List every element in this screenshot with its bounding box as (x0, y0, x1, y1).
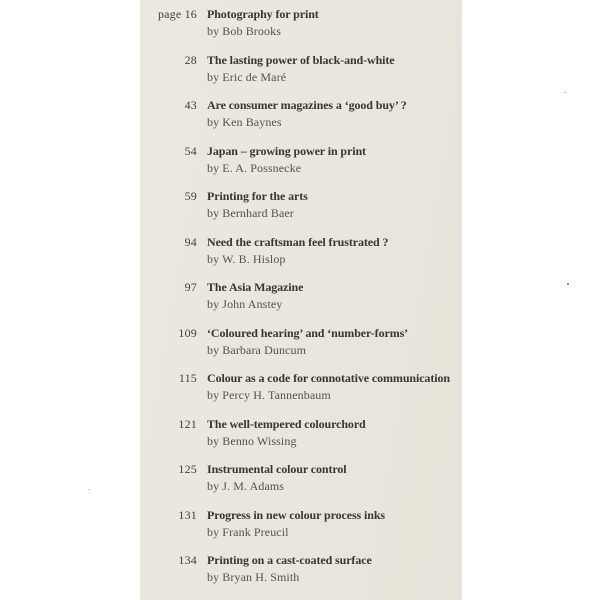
toc-page-number: 94 (184, 234, 197, 249)
toc-entry-text (207, 279, 462, 313)
toc-entry (140, 461, 462, 495)
toc-entry-text (207, 325, 462, 359)
toc-entry-title: Photography for print (207, 7, 319, 21)
toc-entry-title: Are consumer magazines a ‘good buy’ ? (207, 98, 407, 112)
toc-page-number: 59 (184, 189, 197, 203)
toc-entry-text (207, 416, 462, 450)
toc-page-number: 54 (184, 143, 197, 158)
toc-entry-text (207, 143, 462, 177)
toc-entry-author: by John Anstey (207, 297, 283, 311)
toc-entry-text (207, 234, 462, 268)
toc-list (140, 0, 462, 586)
toc-page-number: 43 (184, 98, 197, 112)
toc-page-number: 125 (178, 462, 197, 476)
book-page (140, 0, 462, 600)
toc-page-number: 109 (178, 325, 197, 340)
toc-entry-text (207, 461, 462, 495)
toc-entry (140, 507, 462, 541)
toc-entry-text (207, 370, 462, 404)
toc-entry-title: Colour as a code for connotative communication (207, 371, 450, 385)
toc-entry (140, 279, 462, 313)
paper-speck (567, 283, 569, 285)
toc-entry (140, 143, 462, 177)
toc-entry-author: by Eric de Maré (207, 69, 287, 84)
toc-entry-author: by Barbara Duncum (207, 342, 307, 357)
toc-entry (140, 234, 462, 268)
toc-entry (140, 6, 462, 40)
toc-entry-title: Printing for the arts (207, 189, 308, 203)
toc-page-number: page 16 (157, 7, 197, 21)
toc-page-number: 115 (178, 371, 197, 385)
toc-page-number: 97 (184, 280, 197, 294)
toc-entry-title: The lasting power of black-and-white (207, 52, 395, 67)
toc-entry-author: by J. M. Adams (207, 479, 285, 493)
toc-entry-author: by Benno Wissing (207, 433, 297, 448)
toc-entry (140, 325, 462, 359)
toc-entry (140, 97, 462, 131)
toc-entry-title: Need the craftsman feel frustrated ? (207, 234, 389, 249)
toc-entry-author: by W. B. Hislop (207, 251, 286, 266)
toc-page-number: 121 (178, 416, 197, 431)
toc-page-number: 134 (178, 553, 197, 567)
toc-entry-author: by Frank Preucil (207, 524, 289, 539)
toc-entry-title: Progress in new colour process inks (207, 507, 385, 522)
toc-entry-title: Printing on a cast-coated surface (207, 553, 372, 567)
toc-entry-author: by Ken Baynes (207, 115, 282, 129)
toc-entry-text (207, 52, 462, 86)
toc-entry-title: Instrumental colour control (207, 462, 347, 476)
toc-page-number: 28 (184, 52, 197, 67)
toc-entry (140, 52, 462, 86)
toc-page-number: 131 (178, 507, 197, 522)
toc-entry-text (207, 6, 462, 40)
paper-speck (564, 92, 566, 93)
margin-speck (88, 489, 90, 490)
toc-entry-author: by Bob Brooks (207, 24, 281, 38)
toc-entry-text (207, 97, 462, 131)
toc-entry-author: by Bernhard Baer (207, 206, 294, 220)
toc-entry-author: by Bryan H. Smith (207, 570, 300, 584)
toc-entry-title: The well-tempered colourchord (207, 416, 366, 431)
toc-entry (140, 416, 462, 450)
toc-entry-text (207, 188, 462, 222)
toc-entry-title: ‘Coloured hearing’ and ‘number-forms’ (207, 325, 409, 340)
toc-entry (140, 552, 462, 586)
toc-entry (140, 188, 462, 222)
toc-entry-author: by E. A. Possnecke (207, 160, 302, 175)
toc-entry-text (207, 552, 462, 586)
toc-entry-title: Japan – growing power in print (207, 143, 366, 158)
toc-entry-text (207, 507, 462, 541)
toc-entry-author: by Percy H. Tannenbaum (207, 388, 331, 402)
toc-entry (140, 370, 462, 404)
toc-entry-title: The Asia Magazine (207, 280, 304, 294)
